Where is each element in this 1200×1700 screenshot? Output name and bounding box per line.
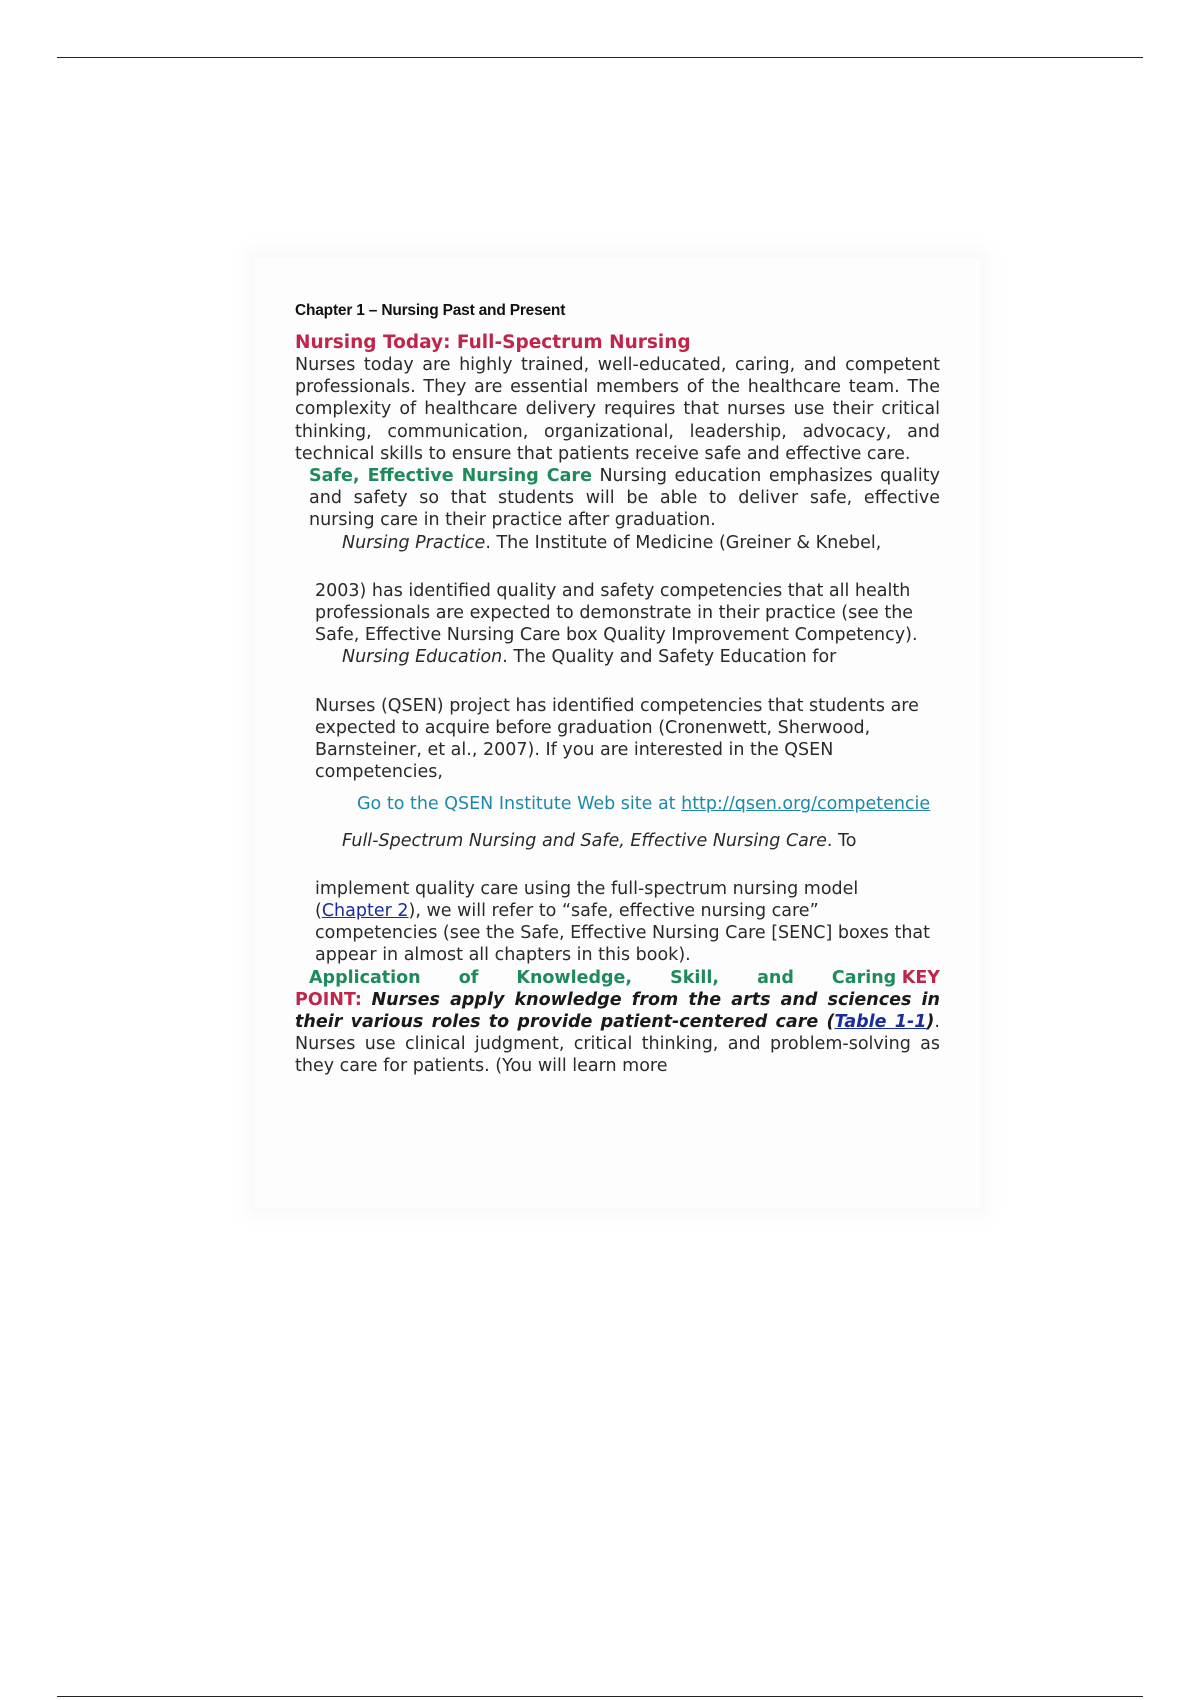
document-content bbox=[295, 300, 940, 1078]
qsen-url-link[interactable]: http://qsen.org/competencie bbox=[681, 794, 931, 815]
chapter-title: Chapter 1 – Nursing Past and Present bbox=[295, 302, 566, 319]
full-spectrum-text-before: implement quality care using the full-spectrum nursing model ( bbox=[315, 878, 859, 922]
spacer bbox=[295, 852, 940, 878]
intro-paragraph: Nurses today are highly trained, well-educated, caring, and competent professionals. They are essential members of the healthcare team. The complexity of healthcare delivery requires that nurses use their critical thinking, communication, organizational, leadership, advocacy, and technical skills to ensure that patients receive safe and effective care. bbox=[295, 355, 940, 464]
full-spectrum-lead bbox=[295, 830, 940, 852]
chapter-2-link[interactable]: Chapter 2 bbox=[321, 901, 409, 922]
key-label: KEY bbox=[901, 967, 940, 988]
full-spectrum-continuation bbox=[295, 878, 940, 967]
spacer bbox=[295, 669, 940, 695]
section-heading: Nursing Today: Full-Spectrum Nursing bbox=[295, 332, 691, 353]
full-spectrum-label: Full-Spectrum Nursing and Safe, Effective Nursing Care bbox=[342, 830, 827, 851]
safe-care-text: Nursing education emphasizes quality and safety so that students will be able to deliver safe, effective nursing care in their practice after graduation. bbox=[309, 466, 940, 531]
key-point-close: ) bbox=[926, 1012, 935, 1033]
application-word: Skill, bbox=[670, 967, 719, 988]
nursing-practice-continuation: 2003) has identified quality and safety competencies that all health professionals are expected to demonstrate in their practice (see the Safe, Effective Nursing Care box Quality Improvement Competency). bbox=[315, 580, 918, 646]
spacer bbox=[295, 554, 940, 580]
key-point-label: POINT: bbox=[295, 989, 362, 1010]
qsen-link-line bbox=[295, 793, 940, 815]
application-heading-end bbox=[832, 967, 940, 989]
application-word: Caring bbox=[831, 967, 897, 988]
nursing-practice-label: Nursing Practice bbox=[342, 532, 486, 553]
top-divider bbox=[57, 57, 1143, 58]
application-word: Application bbox=[309, 967, 421, 988]
full-spectrum-text-after: ), we will refer to “safe, effective nursing care” competencies (see the Safe, Effective Nursing Care [SENC] boxes that appear in almost all chapters in this book). bbox=[315, 901, 930, 966]
nursing-education-label: Nursing Education bbox=[342, 647, 503, 668]
nursing-practice-lead bbox=[295, 532, 940, 554]
key-point-trailing: . Nurses use clinical judgment, critical thinking, and problem-solving as they care for patients. (You will learn more bbox=[295, 1012, 940, 1077]
nursing-education-lead bbox=[295, 646, 940, 668]
full-spectrum-lead-text: . To bbox=[826, 830, 857, 851]
qsen-link-prefix: Go to the QSEN Institute Web site at bbox=[357, 794, 682, 815]
nursing-education-lead-text: . The Quality and Safety Education for bbox=[502, 647, 837, 668]
safe-care-heading: Safe, Effective Nursing Care bbox=[309, 466, 592, 487]
application-word: of bbox=[458, 967, 479, 988]
key-point-text: Nurses apply knowledge from the arts and sciences in their various roles to provide patient-centered care ( bbox=[295, 989, 940, 1033]
nursing-education-continuation: Nurses (QSEN) project has identified competencies that students are expected to acquire before graduation (Cronenwett, Sherwood, Barnsteiner, et al., 2007). If you are interested in the QSEN competencies, bbox=[315, 695, 919, 783]
nursing-practice-lead-text: . The Institute of Medicine (Greiner & Knebel, bbox=[485, 532, 882, 553]
application-word: and bbox=[757, 967, 794, 988]
safe-care-paragraph bbox=[295, 465, 940, 532]
application-heading-line bbox=[295, 967, 940, 989]
key-point-paragraph bbox=[295, 989, 940, 1078]
bottom-divider bbox=[57, 1696, 1143, 1697]
application-word: Knowledge, bbox=[516, 967, 633, 988]
table-1-1-link[interactable]: Table 1-1 bbox=[834, 1012, 927, 1033]
